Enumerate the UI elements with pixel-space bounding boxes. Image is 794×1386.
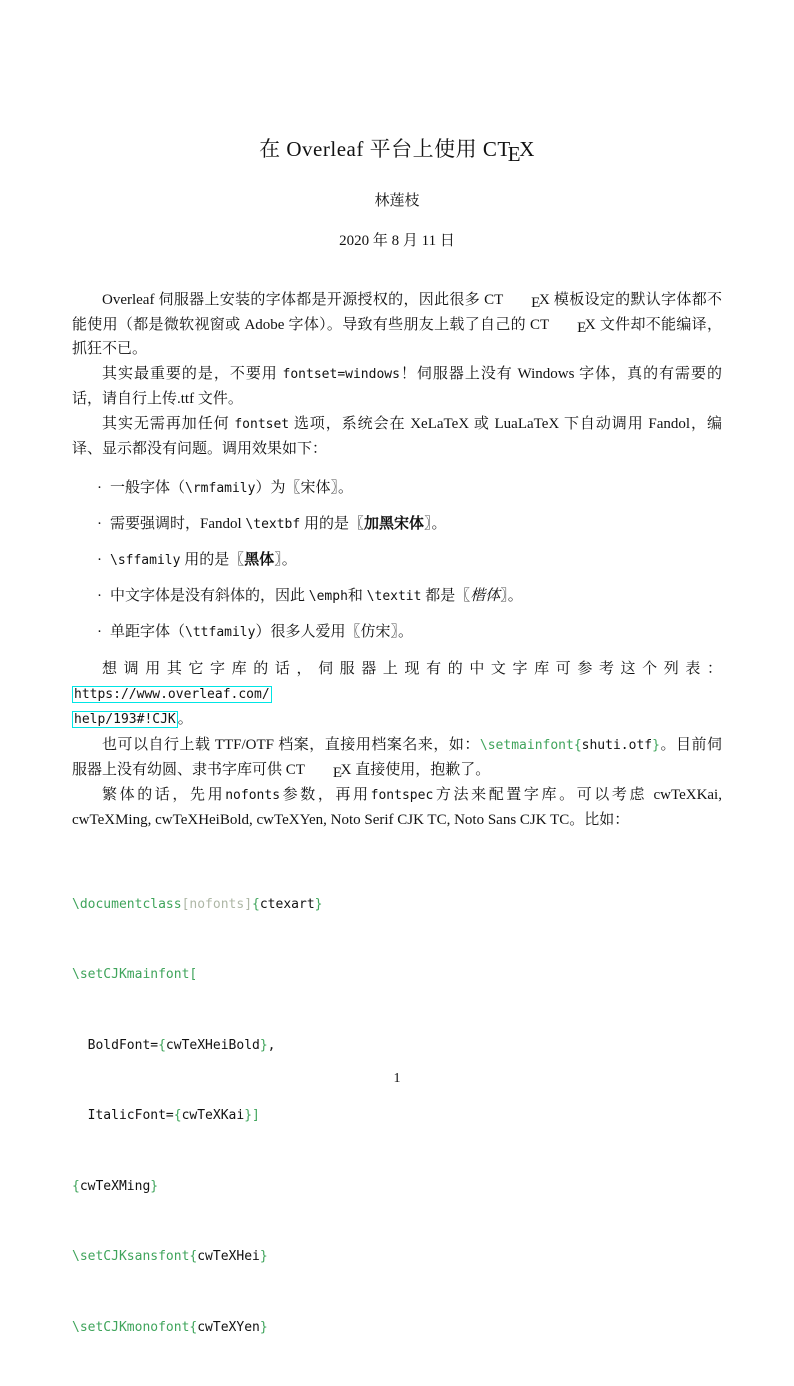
list-item: · 中文字体是没有斜体的，因此 \emph和 \textit 都是〖楷体〗。	[97, 584, 722, 610]
bracket-open: [	[189, 967, 197, 982]
paragraph-font-list-link: 想调用其它字库的话，伺服器上现有的中文字库可参考这个列表：https://www.overleaf.com/ help/193#!CJK 。	[72, 657, 722, 733]
inline-code: fontset=windows	[283, 367, 400, 382]
ctex-logo: CTEX	[483, 137, 535, 161]
brace-open: {	[72, 1179, 80, 1194]
document-date: 2020 年 8 月 11 日	[72, 230, 722, 252]
bullet-icon: ·	[97, 548, 110, 573]
code-arg: cwTeXMing	[80, 1179, 150, 1194]
code-line	[72, 1245, 722, 1269]
bold-song-sample: 加黑宋体	[364, 516, 424, 532]
ctex-logo: CT EX	[484, 292, 550, 308]
code-line	[72, 1034, 722, 1058]
latex-command: \setCJKmainfont	[72, 967, 189, 982]
tex-lowered-e: E	[547, 316, 586, 341]
overleaf-help-link-part1[interactable]: https://www.overleaf.com/	[72, 686, 272, 703]
tex-lowered-e: E	[508, 141, 521, 167]
code-arg: cwTeXKai	[182, 1108, 245, 1123]
bullet-icon: ·	[97, 476, 110, 501]
bullet-icon: ·	[97, 584, 110, 609]
document-body	[72, 288, 722, 1386]
ctex-logo: CT EX	[286, 762, 352, 778]
bullet-icon: ·	[97, 620, 110, 645]
code-arg: cwTeXYen	[197, 1320, 260, 1335]
code-arg: cwTeXHeiBold	[166, 1038, 260, 1053]
brace-close: }	[315, 897, 323, 912]
paragraph-traditional-chinese: 繁体的话，先用nofonts参数，再用fontspec方法来配置字库。可以考虑 cwTeXKai, cwTeXMing, cwTeXHeiBold, cwTeXYen, Noto Serif CJK TC, Noto Sans CJK TC。比如：	[72, 783, 722, 833]
tex-lowered-e: E	[303, 761, 342, 786]
ctex-logo: CT EX	[530, 317, 596, 333]
code-line	[72, 963, 722, 987]
inline-code-command: \setmainfont	[480, 738, 574, 753]
inline-code: nofonts	[225, 788, 280, 803]
code-punct: ,	[268, 1038, 276, 1053]
inline-code: fontspec	[371, 788, 434, 803]
latex-code-block	[72, 846, 722, 1386]
inline-code: \emph	[309, 589, 348, 604]
brace-close: }	[260, 1038, 268, 1053]
list-item: · 需要强调时，Fandol \textbf 用的是〖加黑宋体〗。	[97, 512, 722, 538]
paragraph-intro: Overleaf 伺服器上安装的字体都是开源授权的，因此很多 CT EX 模板设定的默认字体都不能使用（都是微软视窗或 Adobe 字体）。导致有些朋友上载了自己的 CT EX 文件却不能编译，抓狂不已。	[72, 288, 722, 362]
inline-code-arg: shuti.otf	[582, 738, 652, 753]
brace-open: {	[158, 1038, 166, 1053]
brace-close: }	[150, 1179, 158, 1194]
code-line	[72, 1104, 722, 1128]
bullet-icon: ·	[97, 512, 110, 537]
inline-code: \rmfamily	[185, 481, 255, 496]
list-item: · 单距字体（\ttfamily）很多人爱用〖仿宋〗。	[97, 620, 722, 646]
inline-code: \textit	[367, 589, 422, 604]
inline-code: \ttfamily	[185, 625, 255, 640]
bracket-close: ]	[252, 1108, 260, 1123]
overleaf-help-link-part2[interactable]: help/193#!CJK	[72, 711, 178, 728]
page-number: 1	[0, 1071, 794, 1087]
author-name: 林莲枝	[72, 190, 722, 212]
inline-code: \sffamily	[110, 553, 180, 568]
heiti-sample: 黑体	[244, 552, 274, 568]
brace-open: {	[189, 1249, 197, 1264]
latex-command: \setCJKsansfont	[72, 1249, 189, 1264]
brace-open: {	[174, 1108, 182, 1123]
page-title	[72, 136, 722, 162]
tex-lowered-e: E	[501, 291, 540, 316]
code-line	[72, 1316, 722, 1340]
inline-code: \textbf	[245, 517, 300, 532]
code-arg: ctexart	[260, 897, 315, 912]
brace-open: {	[189, 1320, 197, 1335]
brace-open: {	[252, 897, 260, 912]
code-arg: cwTeXHei	[197, 1249, 260, 1264]
latex-command: \documentclass	[72, 897, 182, 912]
font-effects-list	[72, 476, 722, 646]
paragraph-upload-fonts: 也可以自行上载 TTF/OTF 档案，直接用档案名来，如：\setmainfont{shuti.otf}。目前伺服器上没有幼圆、隶书字库可供 CT EX 直接使用，抱歉了。	[72, 733, 722, 783]
code-line	[72, 1175, 722, 1199]
brace-close: }	[260, 1249, 268, 1264]
optional-arg: [nofonts]	[182, 897, 252, 912]
brace-close: }	[260, 1320, 268, 1335]
code-key: ItalicFont=	[72, 1108, 174, 1123]
kaiti-sample: 楷体	[470, 588, 500, 604]
list-item: · 一般字体（\rmfamily）为〖宋体〗。	[97, 476, 722, 502]
paragraph-default-fandol: 其实无需再加任何 fontset 选项，系统会在 XeLaTeX 或 LuaLaTeX 下自动调用 Fandol，编译、显示都没有问题。调用效果如下：	[72, 412, 722, 462]
title-text: 在 Overleaf 平台上使用	[259, 137, 483, 161]
paragraph-fontset-warning: 其实最重要的是，不要用 fontset=windows！伺服器上没有 Windows 字体，真的有需要的话，请自行上传.ttf 文件。	[72, 362, 722, 412]
list-item: · \sffamily 用的是〖黑体〗。	[97, 548, 722, 574]
inline-code: fontset	[234, 417, 289, 432]
brace-close: }	[244, 1108, 252, 1123]
brace-close: }	[652, 738, 660, 753]
latex-command: \setCJKmonofont	[72, 1320, 189, 1335]
code-key: BoldFont=	[72, 1038, 158, 1053]
brace-open: {	[574, 738, 582, 753]
code-line	[72, 893, 722, 917]
